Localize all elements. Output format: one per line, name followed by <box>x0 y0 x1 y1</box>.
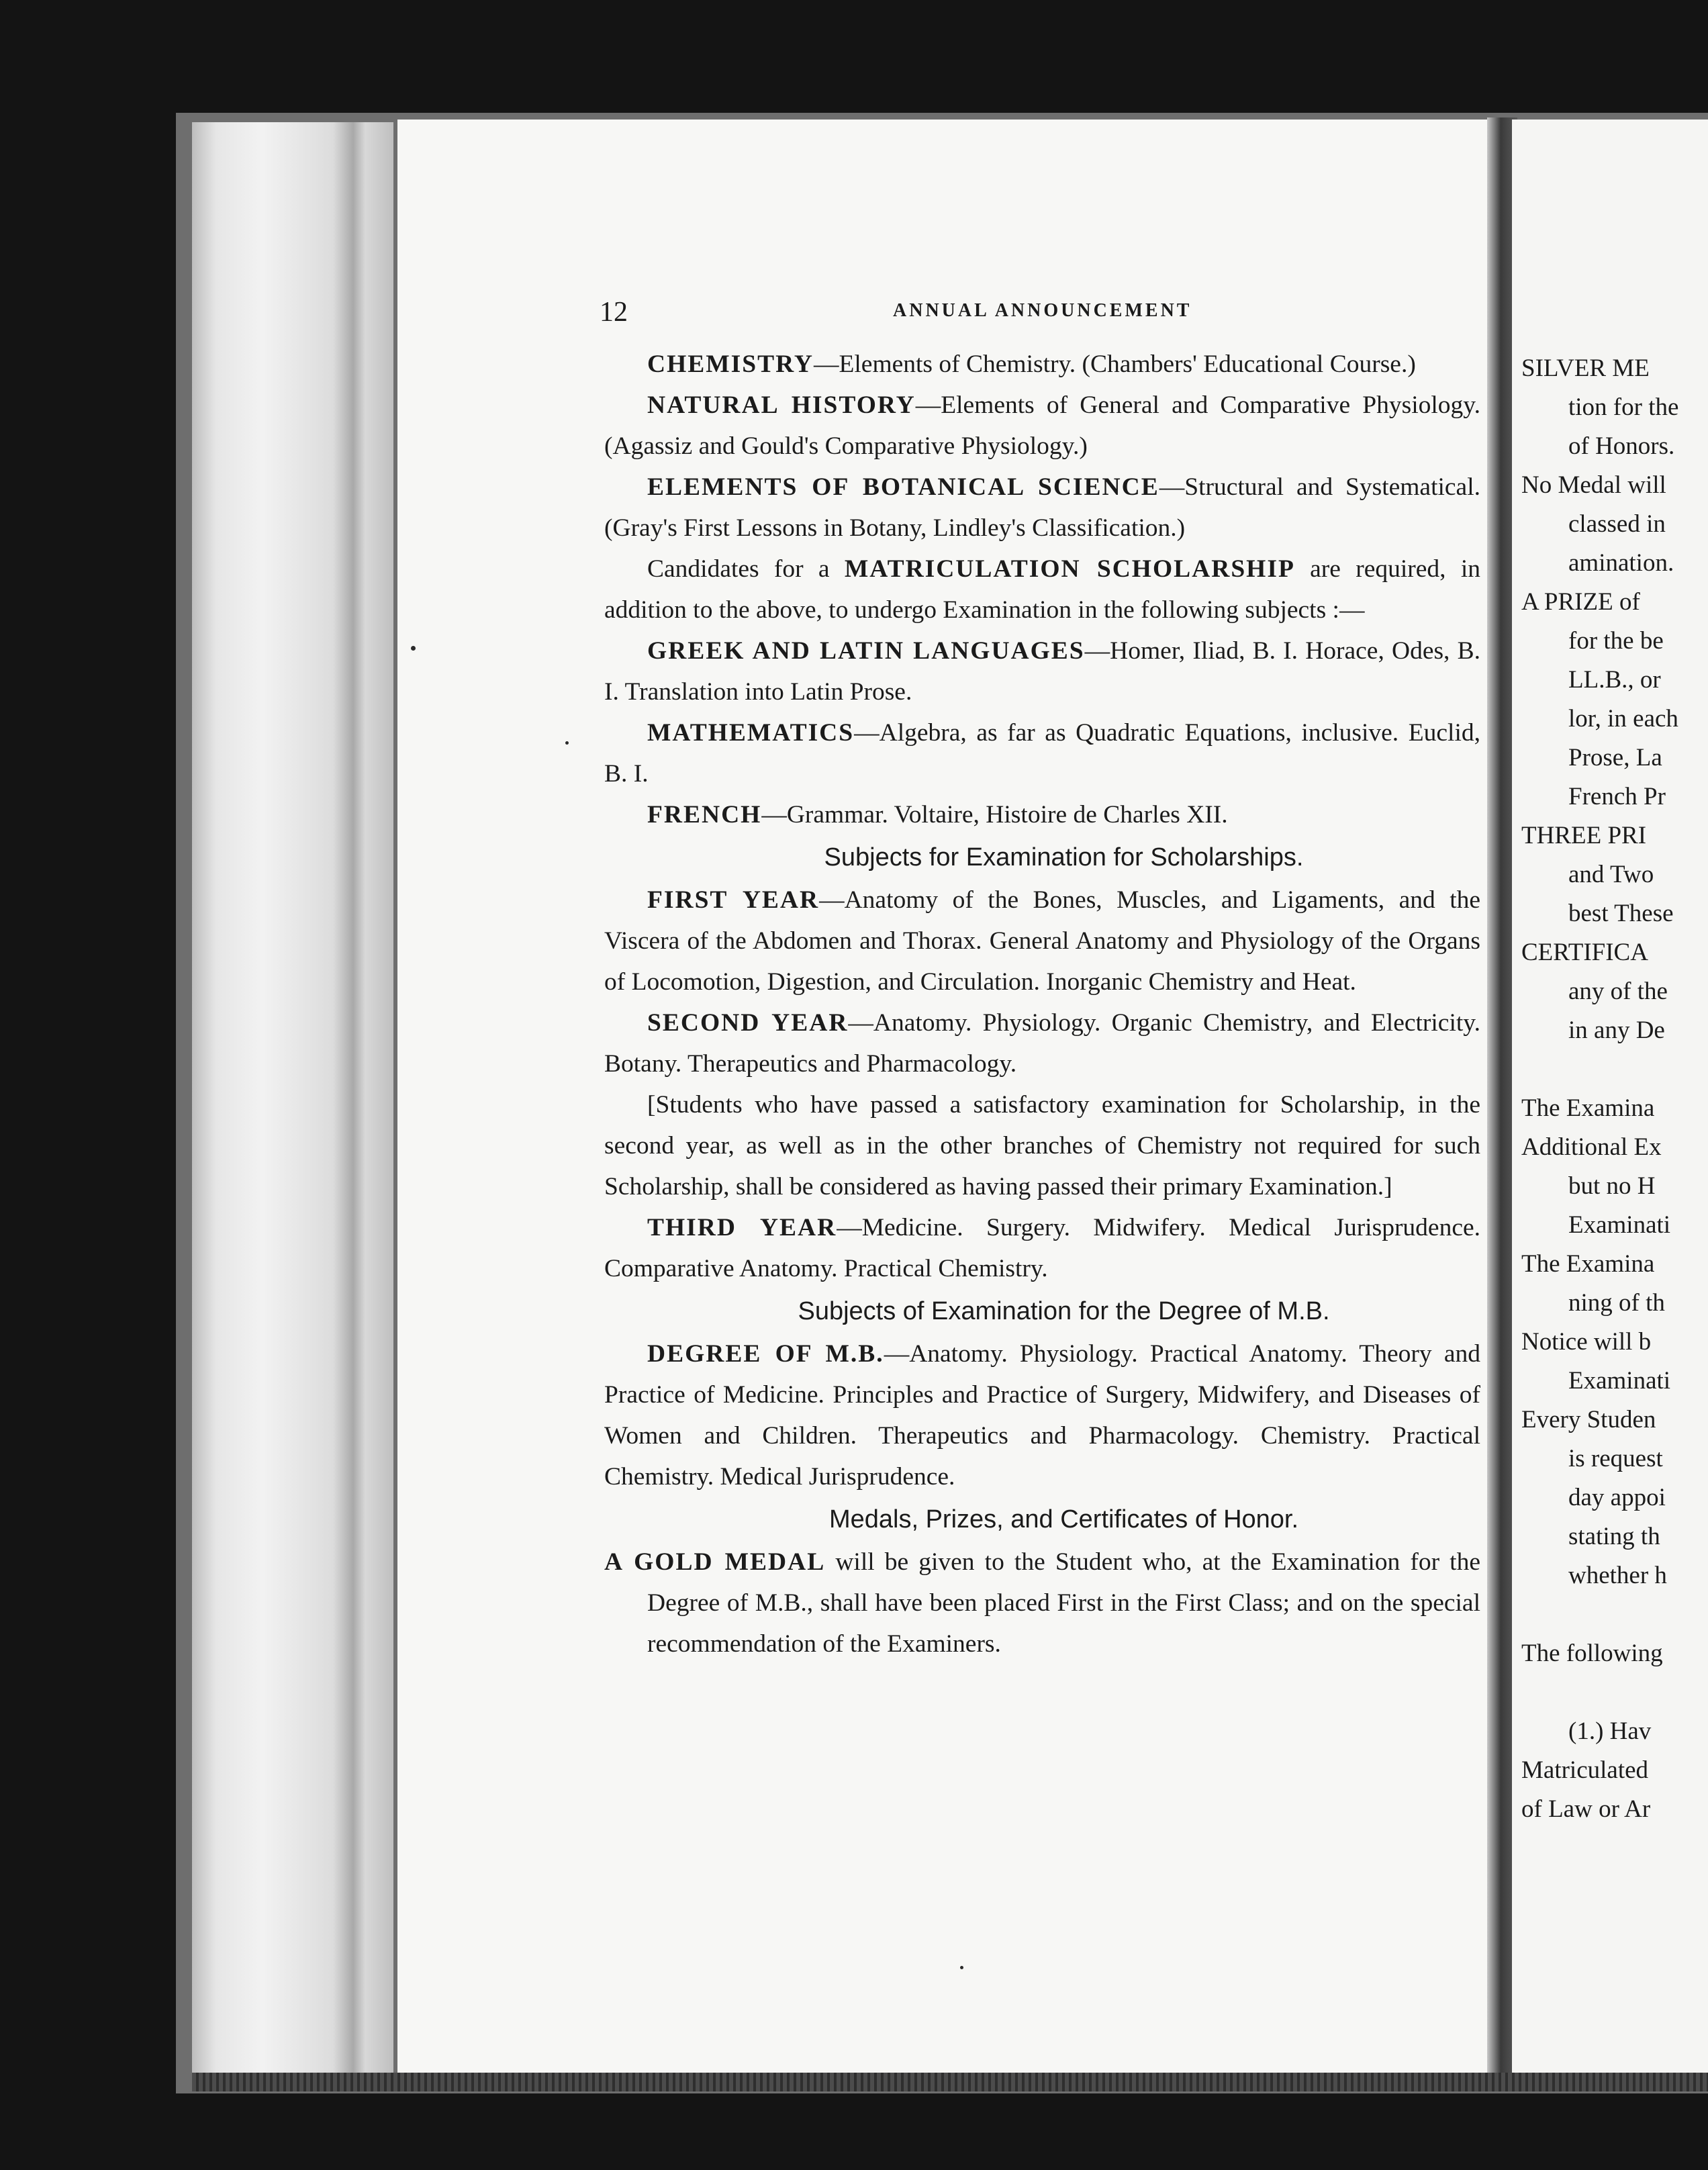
right-page-line <box>1521 1050 1708 1089</box>
right-page-line: tion for the <box>1568 393 1679 421</box>
paragraph-first-year: FIRST YEAR—Anatomy of the Bones, Muscles, and Ligaments, and the Viscera of the Abdomen and Thorax. General Anatomy and Physiology of the Organs of Locomotion, Digestion, and Circulation. Inorganic Chemistry and Heat. <box>604 886 1481 996</box>
print-speck <box>960 1966 963 1969</box>
right-page-line: stating th <box>1568 1523 1660 1550</box>
right-page-line: (1.) Hav <box>1568 1717 1652 1745</box>
right-page-line: of Honors. <box>1568 432 1675 460</box>
right-page-line: The Examina <box>1521 1250 1655 1278</box>
right-page-line: Every Studen <box>1521 1406 1656 1433</box>
running-head <box>600 296 1486 336</box>
right-page-line: Additional Ex <box>1521 1133 1662 1161</box>
right-page-line: classed in <box>1568 510 1666 538</box>
right-page-line: whether h <box>1568 1562 1667 1589</box>
right-page-line: Notice will b <box>1521 1328 1652 1356</box>
paragraph-natural-history: NATURAL HISTORY—Elements of General and Comparative Physiology. (Agassiz and Gould's Comparative Physiology.) <box>604 391 1480 460</box>
right-page-line: ning of th <box>1568 1289 1665 1317</box>
paragraph-gold-medal: A GOLD MEDAL will be given to the Student who, at the Examination for the Degree of M.B., shall have been placed First in the First Class; and on the special recommendation of the Examiners. <box>604 1548 1480 1658</box>
right-page-line: Examinati <box>1568 1211 1671 1239</box>
print-speck <box>411 646 416 651</box>
right-page-line: best These <box>1568 900 1674 927</box>
right-page-line: for the be <box>1568 627 1664 655</box>
right-page-line: Examinati <box>1568 1367 1671 1395</box>
paragraph-second-year: SECOND YEAR—Anatomy. Physiology. Organic Chemistry, and Electricity. Botany. Therapeutics and Pharmacology. <box>604 1009 1480 1078</box>
right-page-text <box>1521 349 1708 1829</box>
page-edges <box>192 122 393 2073</box>
bottom-edge <box>192 2073 1708 2091</box>
running-head-title: ANNUAL ANNOUNCEMENT <box>893 300 1192 321</box>
left-page-body <box>604 344 1480 1664</box>
right-page-line: but no H <box>1568 1172 1656 1200</box>
print-speck <box>565 741 569 745</box>
right-page-line: SILVER ME <box>1521 355 1650 382</box>
right-page-line: THREE PRI <box>1521 822 1647 849</box>
heading-scholarships: Subjects for Examination for Scholarships. <box>824 843 1304 871</box>
right-page-line: is request <box>1568 1445 1663 1472</box>
page-number: 12 <box>600 297 628 328</box>
paragraph-candidates: Candidates for a MATRICULATION SCHOLARSHIP are required, in addition to the above, to undergo Examination in the following subjects :— <box>604 555 1480 624</box>
paragraph-degree-mb: DEGREE OF M.B.—Anatomy. Physiology. Practical Anatomy. Theory and Practice of Medicine. Principles and Practice of Surgery, Midwifery, and Diseases of Women and Children. Therapeutics and Pharmacology. Chemistry. Practical Chemistry. Medical Jurisprudence. <box>604 1340 1480 1491</box>
right-page-line: CERTIFICA <box>1521 939 1648 966</box>
right-page-line: The following <box>1521 1640 1663 1667</box>
paragraph-botany: ELEMENTS OF BOTANICAL SCIENCE—Structural and Systematical. (Gray's First Lessons in Botany, Lindley's Classification.) <box>604 473 1480 542</box>
right-page-line: any of the <box>1568 978 1668 1005</box>
right-page-line: French Pr <box>1568 783 1666 810</box>
right-page-line: The Examina <box>1521 1094 1655 1122</box>
right-page-line: amination. <box>1568 549 1674 577</box>
paragraph-french: FRENCH—Grammar. Voltaire, Histoire de Charles XII. <box>647 801 1228 829</box>
right-page-line: and Two <box>1568 861 1654 888</box>
right-page-line: day appoi <box>1568 1484 1666 1511</box>
right-page-line: Matriculated <box>1521 1756 1649 1784</box>
right-page-line: in any De <box>1568 1017 1665 1044</box>
right-page-line: LL.B., or <box>1568 666 1661 694</box>
paragraph-third-year: THIRD YEAR—Medicine. Surgery. Midwifery. Medical Jurisprudence. Comparative Anatomy. Practical Chemistry. <box>604 1214 1480 1282</box>
right-page-line: of Law or Ar <box>1521 1795 1651 1823</box>
paragraph-chemistry: CHEMISTRY—Elements of Chemistry. (Chambers' Educational Course.) <box>647 350 1416 378</box>
right-page-line <box>1521 1595 1708 1634</box>
heading-degree-mb: Subjects of Examination for the Degree of M.B. <box>798 1297 1330 1325</box>
paragraph-mathematics: MATHEMATICS—Algebra, as far as Quadratic Equations, inclusive. Euclid, B. I. <box>604 719 1480 788</box>
right-page-line <box>1521 1673 1708 1712</box>
right-page-line: A PRIZE of <box>1521 588 1640 616</box>
paragraph-students-note: [Students who have passed a satisfactory examination for Scholarship, in the second year, as well as in the other branches of Chemistry not required for such Scholarship, shall be considered as having passed their primary Examination.] <box>604 1091 1480 1200</box>
paragraph-greek-latin: GREEK AND LATIN LANGUAGES—Homer, Iliad, B. I. Horace, Odes, B. I. Translation into Latin Prose. <box>604 637 1480 706</box>
right-page-line: lor, in each <box>1568 705 1678 733</box>
heading-medals: Medals, Prizes, and Certificates of Honor. <box>828 1505 1299 1534</box>
right-page-line: Prose, La <box>1568 744 1662 771</box>
right-page-line: No Medal will <box>1521 471 1666 499</box>
